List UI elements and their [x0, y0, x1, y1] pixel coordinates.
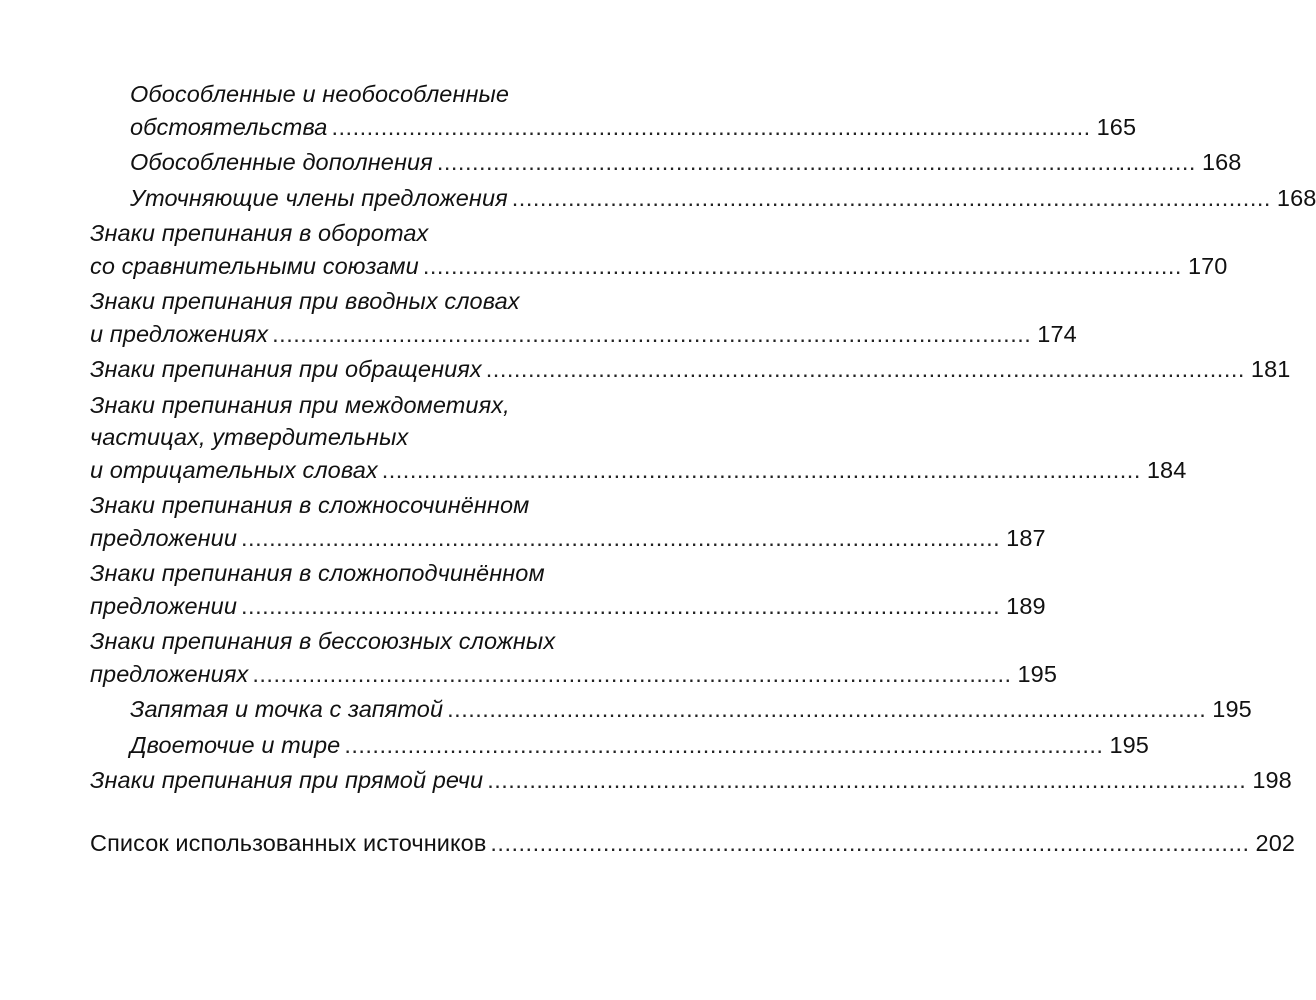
- toc-entry[interactable]: [90, 217, 1228, 282]
- dot-leader: ............................................................................................................: [241, 524, 1001, 551]
- toc-page-number: 168: [1276, 184, 1316, 211]
- toc-entry[interactable]: [90, 182, 1316, 215]
- toc-entry-title: предложениях: [90, 660, 249, 687]
- dot-leader: ............................................................................................................: [422, 252, 1182, 279]
- toc-page-number: 165: [1096, 113, 1137, 140]
- toc-entry[interactable]: [90, 625, 1058, 690]
- toc-entry-last-line: [90, 353, 1291, 386]
- toc-entry-line: Знаки препинания при междометиях,: [90, 391, 510, 418]
- toc-entry-line: Знаки препинания в сложноподчинённом: [90, 560, 545, 586]
- toc-entry[interactable]: [90, 764, 1292, 797]
- toc-entry-title: и отрицательных словах: [90, 456, 378, 483]
- dot-leader: ............................................................................................................: [344, 731, 1104, 758]
- toc-entry-title: со сравнительными союзами: [90, 252, 419, 279]
- toc-entry-line: Знаки препинания в сложносочинённом: [90, 492, 530, 518]
- toc-entry-title: Обособленные дополнения: [130, 149, 433, 175]
- toc-entry-line: частицах, утвердительных: [90, 424, 409, 450]
- dot-leader: ............................................................................................................: [272, 320, 1032, 347]
- toc-entry-last-line: [90, 827, 1296, 860]
- toc-entry-title: Запятая и точка с запятой: [130, 696, 444, 722]
- dot-leader: ............................................................................................................: [436, 149, 1196, 175]
- toc-entry[interactable]: [90, 285, 1077, 350]
- toc-entry-title: Список использованных источников: [90, 829, 487, 856]
- table-of-contents: [90, 78, 1316, 862]
- toc-page-number: 168: [1201, 149, 1242, 175]
- toc-entry-last-line: [130, 111, 1137, 144]
- toc-page-number: 184: [1146, 456, 1187, 483]
- dot-leader: ............................................................................................................: [381, 456, 1141, 483]
- toc-entry-line: Знаки препинания в бессоюзных сложных: [90, 628, 556, 654]
- toc-entry-title: Знаки препинания при прямой речи: [90, 767, 484, 793]
- toc-entry-last-line: [90, 318, 1077, 351]
- toc-entry-last-line: [90, 658, 1058, 691]
- toc-page-number: 195: [1109, 731, 1149, 758]
- dot-leader: ............................................................................................................: [485, 356, 1245, 382]
- dot-leader: ............................................................................................................: [511, 184, 1271, 211]
- toc-entry-title: Уточняющие члены предложения: [130, 184, 508, 211]
- toc-entry[interactable]: [90, 389, 1187, 487]
- toc-page-number: 181: [1250, 356, 1291, 382]
- toc-entry-sources[interactable]: [90, 827, 1296, 860]
- toc-page-number: 174: [1037, 320, 1077, 347]
- toc-page-number: 198: [1252, 767, 1292, 793]
- toc-page-number: 170: [1187, 252, 1228, 279]
- toc-entry[interactable]: [90, 353, 1291, 386]
- toc-entry-last-line: [130, 146, 1242, 179]
- dot-leader: ............................................................................................................: [241, 592, 1001, 619]
- toc-page-number: 187: [1006, 524, 1046, 551]
- toc-entry[interactable]: [90, 557, 1046, 622]
- toc-entry-last-line: [90, 522, 1046, 555]
- toc-entry-last-line: [90, 764, 1292, 797]
- toc-page-number: 195: [1017, 660, 1058, 687]
- toc-entry-last-line: [90, 590, 1046, 623]
- toc-entry-last-line: [130, 729, 1149, 762]
- toc-entry[interactable]: [90, 729, 1149, 762]
- toc-entry-title: обстоятельства: [130, 113, 328, 140]
- toc-entry[interactable]: [90, 489, 1046, 554]
- toc-entry-last-line: [130, 693, 1252, 726]
- toc-entry-last-line: [90, 454, 1187, 487]
- toc-entry-line: Знаки препинания в оборотах: [90, 220, 429, 246]
- toc-entry-line: Обособленные и необособленные: [130, 81, 510, 107]
- dot-leader: ............................................................................................................: [490, 829, 1250, 856]
- toc-entry-title: Знаки препинания при обращениях: [90, 356, 482, 382]
- toc-entry[interactable]: [90, 146, 1242, 179]
- toc-entry-title: предложении: [90, 592, 238, 619]
- dot-leader: ............................................................................................................: [331, 113, 1091, 140]
- toc-page-number: 189: [1006, 592, 1046, 619]
- toc-entry-last-line: [130, 182, 1316, 215]
- toc-entry[interactable]: [90, 693, 1252, 726]
- dot-leader: ............................................................................................................: [252, 660, 1012, 687]
- toc-page-number: 202: [1255, 829, 1296, 856]
- toc-entry-title: предложении: [90, 524, 238, 551]
- dot-leader: ............................................................................................................: [447, 696, 1207, 722]
- dot-leader: ............................................................................................................: [487, 767, 1247, 793]
- toc-entry-last-line: [90, 250, 1228, 283]
- toc-page-number: 195: [1212, 696, 1252, 722]
- toc-entry-line: Знаки препинания при вводных словах: [90, 288, 520, 314]
- toc-entry-title: и предложениях: [90, 320, 269, 347]
- toc-entry[interactable]: [90, 78, 1137, 143]
- toc-entry-title: Двоеточие и тире: [130, 731, 341, 758]
